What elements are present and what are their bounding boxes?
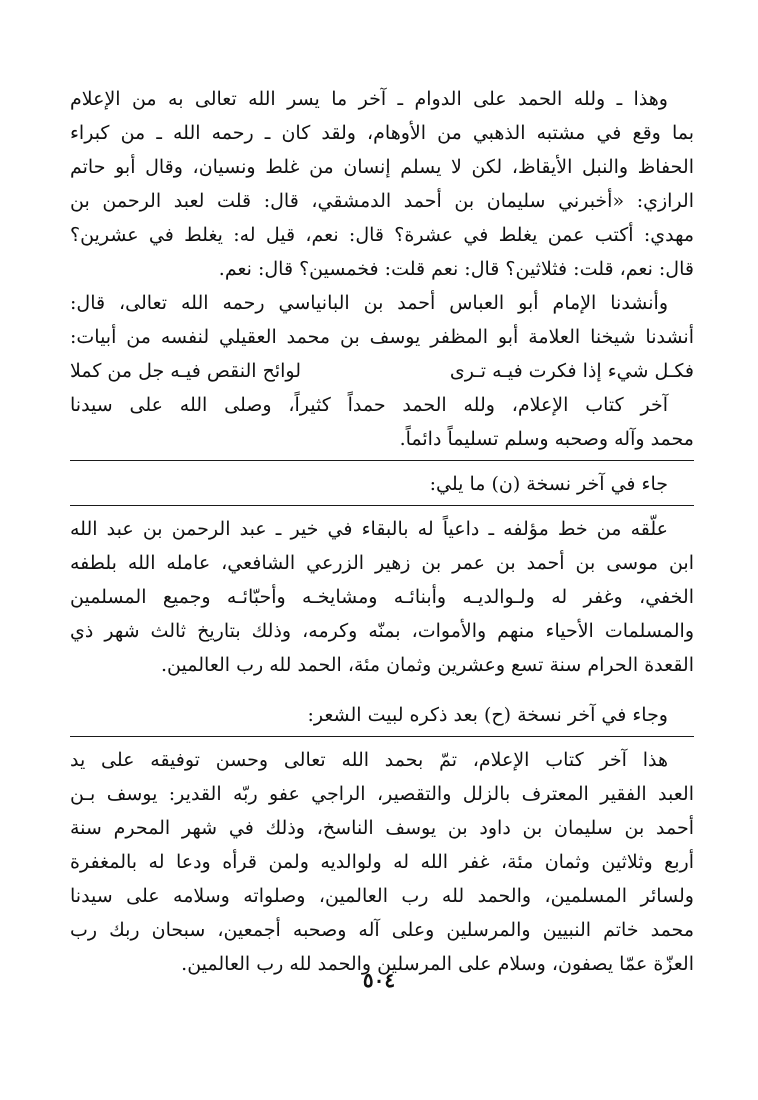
text-line: علّقه من خط مؤلفه ـ داعياً له بالبقاء في خير ـ عبد الرحمن بن عبد الله [70,518,668,540]
text-line: قال: نعم، قلت: فثلاثين؟ قال: نعم قلت: فخمسين؟ قال: نعم. [218,258,694,280]
text-line: والمسلمات الأحياء منهم والأموات، بمنّه وكرمه، وذلك بتاريخ ثالث شهر ذي [70,620,694,642]
closing-paragraph [70,82,694,286]
text-line: مهدي: أكتب عمن يغلط في عشرة؟ قال: نعم، قيل له: يغلط في عشرين؟ [70,224,694,246]
text-line: الرازي: «أخبرني سليمان بن أحمد الدمشقي، قال: قلت لعبد الرحمن بن [70,190,694,212]
poetry-intro-paragraph [70,286,694,354]
section-divider [70,460,694,461]
manuscript-n-heading: جاء في آخر نسخة (ن) ما يلي: [429,473,668,495]
verse-first-hemistich: فكـل شيء إذا فكرت فيـه تـرى [449,360,694,382]
spacer [70,682,694,698]
section-divider [70,505,694,506]
book-end-paragraph [70,388,694,456]
manuscript-n-colophon [70,512,694,682]
text-line: وأنشدنا الإمام أبو العباس أحمد بن البانياسي رحمه الله تعالى، قال: [70,292,668,314]
text-line: ابن موسى بن أحمد بن عمر بن زهير الزرعي الشافعي، عامله الله بلطفه [70,552,694,574]
text-line: الحفاظ والنبل الأيقاظ، لكن لا يسلم إنسان من غلط ونسيان، وقال أبو حاتم [70,156,694,178]
text-line: القعدة الحرام سنة تسع وعشرين وثمان مئة، الحمد لله رب العالمين. [161,654,694,676]
text-line: محمد خاتم النبيين والمرسلين وعلى آله وصحبه أجمعين، سبحان ربك رب [70,919,694,941]
manuscript-h-colophon [70,743,694,981]
text-line: محمد وآله وصحبه وسلم تسليماً دائماً. [399,428,694,450]
page-number: ٥٠٤ [362,968,396,992]
manuscript-h-heading: وجاء في آخر نسخة (ح) بعد ذكره لبيت الشعر: [307,704,668,726]
text-line: آخر كتاب الإعلام، ولله الحمد حمداً كثيراً، وصلى الله على سيدنا [70,394,668,416]
section-divider [70,736,694,737]
verse-second-hemistich: لوائح النقص فيـه جل من كملا [70,360,302,382]
text-line: بما وقع في مشتبه الذهبي من الأوهام، ولقد كان ـ رحمه الله ـ من كبراء [70,122,694,144]
text-line: أحمد بن سليمان بن داود بن يوسف الناسخ، وذلك في شهر المحرم سنة [70,817,694,839]
text-line: العزّة عمّا يصفون، وسلام على المرسلين والحمد لله رب العالمين. [181,953,694,975]
poetry-verse [70,354,694,388]
text-line: أربع وثلاثين وثمان مئة، غفر الله له ولوالديه ولمن قرأه ودعا له بالمغفرة [70,851,694,873]
page-body [70,82,694,981]
text-line: ولسائر المسلمين، والحمد لله رب العالمين، وصلواته وسلامه على سيدنا [70,885,694,907]
text-line: أنشدنا شيخنا العلامة أبو المظفر يوسف بن محمد العقيلي لنفسه من أبيات: [70,326,694,348]
text-line: العبد الفقير المعترف بالزلل والتقصير، الراجي عفو ربّه القدير: يوسف بـن [70,783,694,805]
text-line: الخفي، وغفر له ولـوالديـه وأبنائـه ومشايخـه وأحبّائـه وجميع المسلمين [70,586,694,608]
text-line: هذا آخر كتاب الإعلام، تمّ بحمد الله تعالى وحسن توفيقه على يد [70,749,668,771]
text-line: وهذا ـ ولله الحمد على الدوام ـ آخر ما يسر الله تعالى به من الإعلام [70,88,668,110]
